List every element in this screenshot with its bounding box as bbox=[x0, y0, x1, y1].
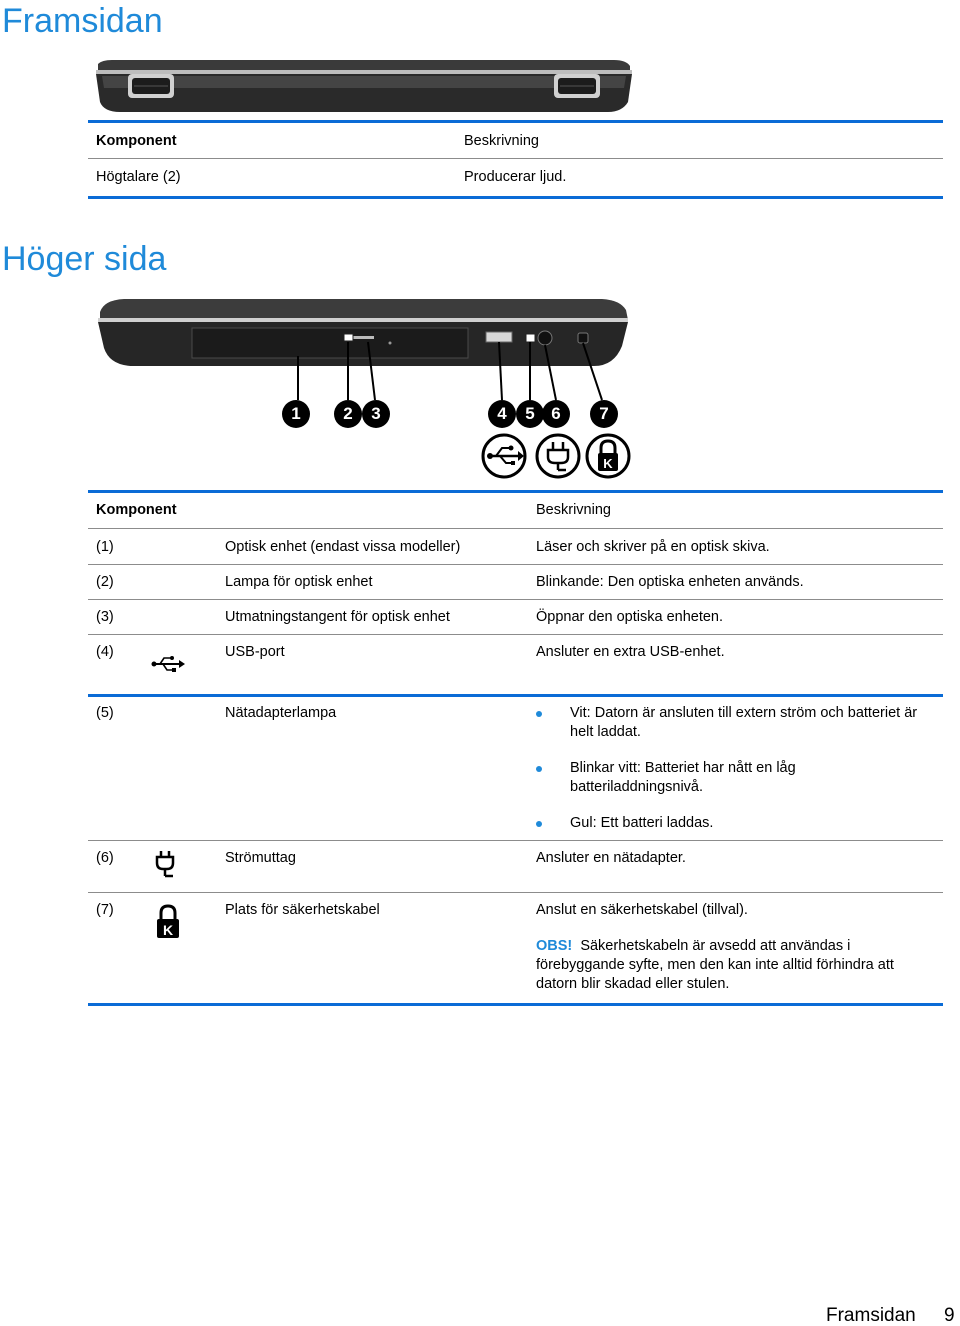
table-divider bbox=[88, 892, 943, 893]
table-bottom-rule bbox=[88, 196, 943, 199]
table-divider bbox=[88, 528, 943, 529]
row-component: Optisk enhet (endast vissa modeller) bbox=[225, 539, 461, 555]
table-top-rule bbox=[88, 490, 943, 493]
page-number: 9 bbox=[944, 1305, 955, 1326]
usb-icon bbox=[150, 655, 186, 673]
column-header-description: Beskrivning bbox=[536, 502, 611, 518]
row-number: (7) bbox=[96, 902, 114, 918]
table-divider bbox=[88, 158, 943, 159]
section-title-right: Höger sida bbox=[2, 240, 167, 278]
table-divider bbox=[88, 840, 943, 841]
table-top-rule bbox=[88, 120, 943, 123]
row-component: Plats för säkerhetskabel bbox=[225, 902, 380, 918]
row-component: USB-port bbox=[225, 644, 285, 660]
row-number: (1) bbox=[96, 539, 114, 555]
row-component: Lampa för optisk enhet bbox=[225, 574, 373, 590]
row-description: Öppnar den optiska enheten. bbox=[536, 609, 724, 625]
table-divider bbox=[88, 564, 943, 565]
power-plug-icon bbox=[155, 850, 175, 880]
row-description: Anslut en säkerhetskabel (tillval). bbox=[536, 902, 748, 918]
bullet-text: Gul: Ett batteri laddas. bbox=[570, 815, 714, 831]
svg-text:K: K bbox=[162, 922, 174, 938]
column-header-component: Komponent bbox=[96, 502, 177, 518]
usb-icon bbox=[480, 432, 528, 480]
table-divider bbox=[88, 634, 943, 635]
row-description: Ansluter en extra USB-enhet. bbox=[536, 644, 725, 660]
row-description: Blinkande: Den optiska enheten används. bbox=[536, 574, 804, 590]
row-number: (4) bbox=[96, 644, 114, 660]
column-header-description: Beskrivning bbox=[464, 133, 539, 149]
row-description: Läser och skriver på en optisk skiva. bbox=[536, 539, 770, 555]
section-title-front: Framsidan bbox=[2, 2, 163, 40]
note-label: OBS! bbox=[536, 938, 573, 954]
bullet-marker bbox=[536, 711, 542, 717]
callout-6: 6 bbox=[542, 400, 570, 428]
row-component: Nätadapterlampa bbox=[225, 705, 337, 721]
table-cell-description: Producerar ljud. bbox=[464, 169, 567, 185]
bullet-text: Vit: Datorn är ansluten till extern ström och batteriet är helt laddat. bbox=[570, 705, 918, 740]
row-component: Utmatningstangent för optisk enhet bbox=[225, 609, 450, 625]
row-number: (3) bbox=[96, 609, 114, 625]
table-cell-component: Högtalare (2) bbox=[96, 169, 181, 185]
row-number: (2) bbox=[96, 574, 114, 590]
footer-section-name: Framsidan bbox=[826, 1305, 916, 1326]
row-number: (6) bbox=[96, 850, 114, 866]
note bbox=[536, 937, 926, 994]
callout-4: 4 bbox=[488, 400, 516, 428]
table-divider bbox=[88, 599, 943, 600]
row-number: (5) bbox=[96, 705, 114, 721]
power-plug-icon bbox=[534, 432, 582, 480]
callout-7: 7 bbox=[590, 400, 618, 428]
callout-2: 2 bbox=[334, 400, 362, 428]
row-component: Strömuttag bbox=[225, 850, 296, 866]
row-description: Ansluter en nätadapter. bbox=[536, 850, 686, 866]
callout-3: 3 bbox=[362, 400, 390, 428]
callout-5: 5 bbox=[516, 400, 544, 428]
kensington-lock-icon bbox=[155, 904, 181, 940]
bullet-marker bbox=[536, 821, 542, 827]
bullet-text: Blinkar vitt: Batteriet har nått en låg batteriladdningsnivå. bbox=[570, 760, 796, 795]
callout-1: 1 bbox=[282, 400, 310, 428]
note-text: Säkerhetskabeln är avsedd att användas i förebyggande syfte, men den kan inte alltid förhindra att datorn blir skadad eller stulen. bbox=[536, 938, 894, 992]
column-header-component: Komponent bbox=[96, 133, 177, 149]
kensington-lock-icon bbox=[584, 432, 632, 480]
table-bottom-rule bbox=[88, 1003, 943, 1006]
table-section-rule bbox=[88, 694, 943, 697]
bullet-marker bbox=[536, 766, 542, 772]
svg-text:K: K bbox=[603, 456, 613, 471]
laptop-front-illustration bbox=[92, 58, 634, 116]
